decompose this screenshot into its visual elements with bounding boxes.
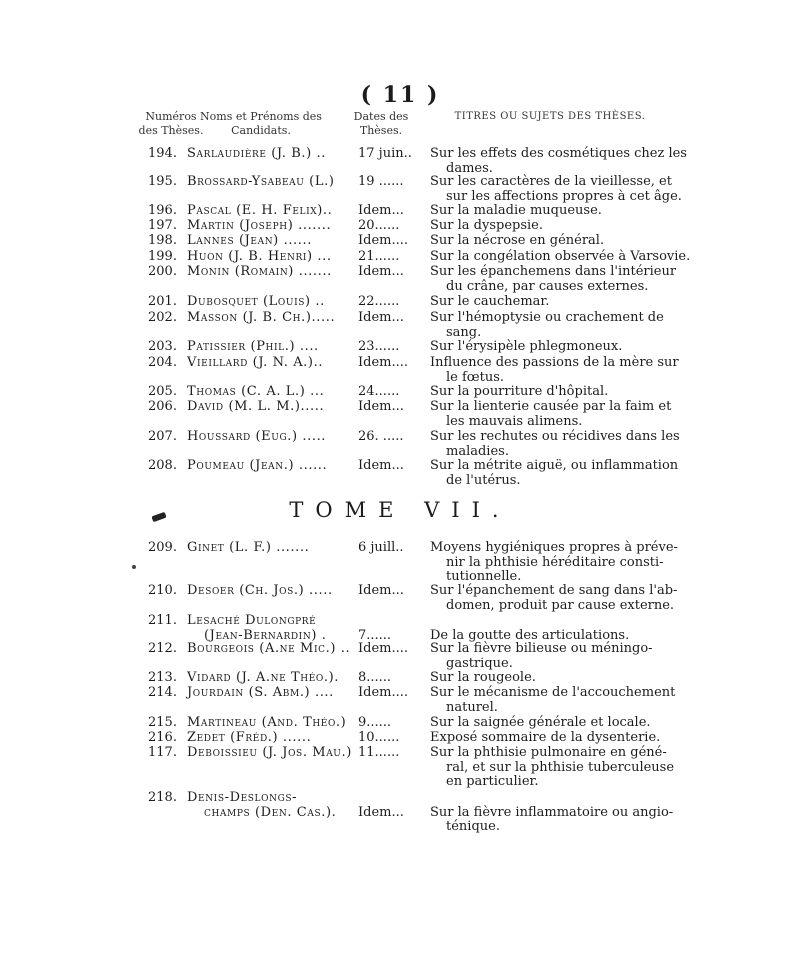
thesis-number: 205.: [148, 384, 177, 399]
thesis-title-line: Sur l'érysipèle phlegmoneux.: [430, 339, 623, 354]
candidate-name: Desoer (Ch. Jos.) .....: [187, 583, 333, 598]
thesis-title-line: gastrique.: [446, 655, 513, 671]
thesis-title-line: Sur la lienterie causée par la faim et: [430, 399, 672, 414]
thesis-number: 206.: [148, 399, 177, 414]
thesis-number: 203.: [148, 339, 177, 354]
candidate-name: Thomas (C. A. L.) ...: [187, 384, 325, 399]
thesis-title-line: Sur la saignée générale et locale.: [430, 715, 651, 730]
thesis-title-line: maladies.: [446, 443, 509, 459]
thesis-number: 213.: [148, 670, 177, 685]
thesis-number: 198.: [148, 233, 177, 248]
candidate-name: Patissier (Phil.) ....: [187, 339, 319, 354]
candidate-name: Martineau (And. Théo.): [187, 715, 347, 730]
thesis-title-line: Exposé sommaire de la dysenterie.: [430, 730, 661, 745]
candidate-name: Dubosquet (Louis) ..: [187, 294, 325, 309]
thesis-date: 9......: [358, 715, 392, 730]
thesis-date: Idem....: [358, 685, 409, 700]
thesis-title: [430, 340, 660, 355]
thesis-title: [430, 716, 660, 731]
thesis-title-line: Sur les épanchemens dans l'intérieur: [430, 264, 677, 279]
thesis-number: 197.: [148, 218, 177, 233]
thesis-title: [430, 671, 660, 686]
candidate-name: Brossard-Ysabeau (L.): [187, 174, 335, 189]
thesis-title: [430, 745, 675, 790]
thesis-title-line: Sur la congélation observée à Varsovie.: [430, 249, 691, 264]
thesis-title-line: Sur la fièvre bilieuse ou méningo-: [430, 641, 653, 656]
thesis-number: 200.: [148, 264, 177, 279]
candidate-name-continued: champs (Den. Cas.).: [204, 804, 337, 820]
thesis-date: Idem....: [358, 355, 409, 370]
thesis-date: 23......: [358, 339, 400, 354]
thesis-title: [430, 540, 678, 585]
thesis-number: 218.: [148, 790, 177, 805]
tome-heading: TOME VII.: [289, 498, 511, 522]
thesis-date: Idem...: [358, 264, 404, 279]
thesis-title-line: ténique.: [446, 819, 500, 834]
thesis-date: 11......: [358, 745, 400, 760]
candidate-name: Monin (Romain) .......: [187, 264, 332, 279]
thesis-title: [430, 234, 660, 249]
thesis-number: 209.: [148, 540, 177, 555]
thesis-title-line: nir la phthisie héréditaire consti-: [446, 554, 664, 570]
thesis-date: 10......: [358, 730, 400, 745]
thesis-title-line: les mauvais alimens.: [446, 413, 583, 429]
thesis-title: [430, 642, 660, 671]
thesis-title-line: Sur la dyspepsie.: [430, 218, 543, 233]
thesis-title-line: Sur les caractères de la vieillesse, et: [430, 174, 672, 189]
thesis-title: [430, 249, 691, 265]
thesis-date: Idem...: [358, 399, 404, 414]
candidate-name: Martin (Joseph) .......: [187, 218, 332, 233]
thesis-title-line: Sur le mécanisme de l'accouchement: [430, 685, 676, 700]
thesis-title-line: De la goutte des articulations.: [430, 627, 630, 643]
candidate-name: Zedet (Fréd.) ......: [187, 730, 312, 745]
candidate-name: Masson (J. B. Ch.).....: [187, 310, 336, 325]
thesis-date: 19 ......: [358, 174, 404, 189]
thesis-date: 22......: [358, 294, 400, 309]
thesis-title: [430, 310, 664, 340]
thesis-title: [430, 174, 682, 204]
candidate-name: Vidard (J. A.ne Théo.).: [187, 670, 340, 685]
thesis-date: 6 juill..: [358, 540, 404, 555]
thesis-title-line: du crâne, par causes externes.: [446, 278, 649, 294]
thesis-number: 212.: [148, 641, 177, 656]
header-noms: Noms et Prénoms des Candidats.: [200, 110, 322, 137]
candidate-name: Houssard (Eug.) .....: [187, 429, 327, 444]
thesis-number: 202.: [148, 310, 177, 325]
candidate-name: Sarlaudière (J. B.) ..: [187, 146, 326, 161]
thesis-title-line: tutionnelle.: [446, 569, 522, 584]
candidate-name: Bourgeois (A.ne Mic.) ..: [187, 641, 351, 656]
thesis-number: 208.: [148, 458, 177, 473]
candidate-name: Vieillard (J. N. A.)..: [187, 355, 324, 370]
thesis-title: [430, 804, 674, 835]
thesis-title: [430, 146, 687, 176]
thesis-number: 214.: [148, 685, 177, 700]
thesis-date: 8......: [358, 670, 392, 685]
thesis-title: [430, 429, 680, 459]
ink-spot: [132, 565, 136, 569]
thesis-title-line: Moyens hygiéniques propres à préve-: [430, 540, 678, 555]
thesis-date: Idem....: [358, 641, 409, 656]
thesis-title-line: domen, produit par cause externe.: [446, 597, 675, 613]
thesis-title-line: Influence des passions de la mère sur: [430, 355, 679, 370]
thesis-title-line: sang.: [446, 324, 482, 340]
candidate-name: Lesaché Dulongpré: [187, 613, 317, 628]
thesis-date: Idem...: [358, 583, 404, 598]
thesis-title-line: en particulier.: [446, 774, 539, 789]
thesis-title: [430, 583, 678, 613]
thesis-number: 194.: [148, 146, 177, 161]
thesis-title: [430, 399, 672, 429]
thesis-title: [430, 295, 660, 310]
page-number: ( 11 ): [360, 82, 440, 108]
thesis-number: 196.: [148, 203, 177, 218]
thesis-title: [430, 458, 679, 488]
thesis-date: 26. .....: [358, 429, 404, 444]
candidate-name: Huon (J. B. Henri) ...: [187, 249, 332, 264]
thesis-title-line: ral, et sur la phthisie tuberculeuse: [446, 759, 675, 775]
thesis-date: Idem...: [358, 310, 404, 325]
candidate-name: David (M. L. M.).....: [187, 399, 325, 414]
candidate-name-continued: (Jean-Bernardin) .: [204, 627, 327, 643]
thesis-number: 207.: [148, 429, 177, 444]
thesis-title-line: Sur les effets des cosmétiques chez les: [430, 146, 687, 161]
thesis-title-line: naturel.: [446, 699, 498, 715]
thesis-title-line: le fœtus.: [446, 369, 505, 385]
thesis-title: [430, 731, 660, 746]
thesis-title-line: sur les affections propres à cet âge.: [446, 188, 682, 204]
candidate-name: Jourdain (S. Abm.) ....: [187, 685, 334, 700]
candidate-name: Pascal (E. H. Felix)..: [187, 203, 333, 218]
thesis-title-line: Sur la pourriture d'hôpital.: [430, 384, 609, 399]
thesis-title-line: dames.: [446, 160, 493, 176]
thesis-date: 20......: [358, 218, 400, 233]
thesis-number: 199.: [148, 249, 177, 264]
candidate-name: Denis-Deslongs-: [187, 790, 298, 805]
thesis-date: 17 juin..: [358, 146, 412, 161]
candidate-name: Deboissieu (J. Jos. Mau.): [187, 745, 352, 760]
thesis-number: 211.: [148, 613, 177, 628]
thesis-title: [430, 264, 677, 294]
thesis-title: [430, 219, 660, 234]
thesis-number: 195.: [148, 174, 177, 189]
thesis-title: [430, 355, 679, 385]
thesis-title-line: de l'utérus.: [446, 472, 521, 488]
thesis-number: 210.: [148, 583, 177, 598]
candidate-name: Poumeau (Jean.) ......: [187, 458, 328, 473]
thesis-title-line: Sur la phthisie pulmonaire en géné-: [430, 745, 667, 760]
thesis-date: Idem...: [358, 804, 404, 820]
thesis-title-line: Sur la maladie muqueuse.: [430, 203, 602, 218]
thesis-date: 24......: [358, 384, 400, 399]
thesis-number: 117.: [148, 745, 177, 760]
thesis-title-line: Sur le cauchemar.: [430, 294, 550, 309]
header-dates: Dates des Thèses.: [353, 110, 409, 137]
thesis-date: 21......: [358, 249, 400, 264]
thesis-title-line: Sur la métrite aiguë, ou inflammation: [430, 458, 679, 473]
thesis-title: [430, 685, 676, 715]
header-titres: TITRES OU SUJETS DES THÈSES.: [454, 111, 646, 122]
thesis-title-line: Sur les rechutes ou récidives dans les: [430, 429, 680, 444]
thesis-number: 215.: [148, 715, 177, 730]
header-numeros: Numéros des Thèses.: [138, 110, 204, 137]
thesis-title-line: Sur l'hémoptysie ou crachement de: [430, 310, 664, 325]
thesis-title-line: Sur la rougeole.: [430, 670, 536, 685]
thesis-number: 201.: [148, 294, 177, 309]
thesis-title-line: Sur la nécrose en général.: [430, 233, 605, 248]
thesis-date: Idem....: [358, 233, 409, 248]
thesis-date: 7......: [358, 627, 392, 643]
thesis-title: [430, 385, 660, 400]
thesis-number: 204.: [148, 355, 177, 370]
thesis-title: [430, 204, 660, 219]
thesis-title-line: Sur l'épanchement de sang dans l'ab-: [430, 583, 678, 598]
candidate-name: Ginet (L. F.) .......: [187, 540, 310, 555]
thesis-number: 216.: [148, 730, 177, 745]
candidate-name: Lannes (Jean) ......: [187, 233, 312, 248]
thesis-title-line: Sur la fièvre inflammatoire ou angio-: [430, 804, 674, 820]
thesis-date: Idem...: [358, 458, 404, 473]
thesis-date: Idem...: [358, 203, 404, 218]
